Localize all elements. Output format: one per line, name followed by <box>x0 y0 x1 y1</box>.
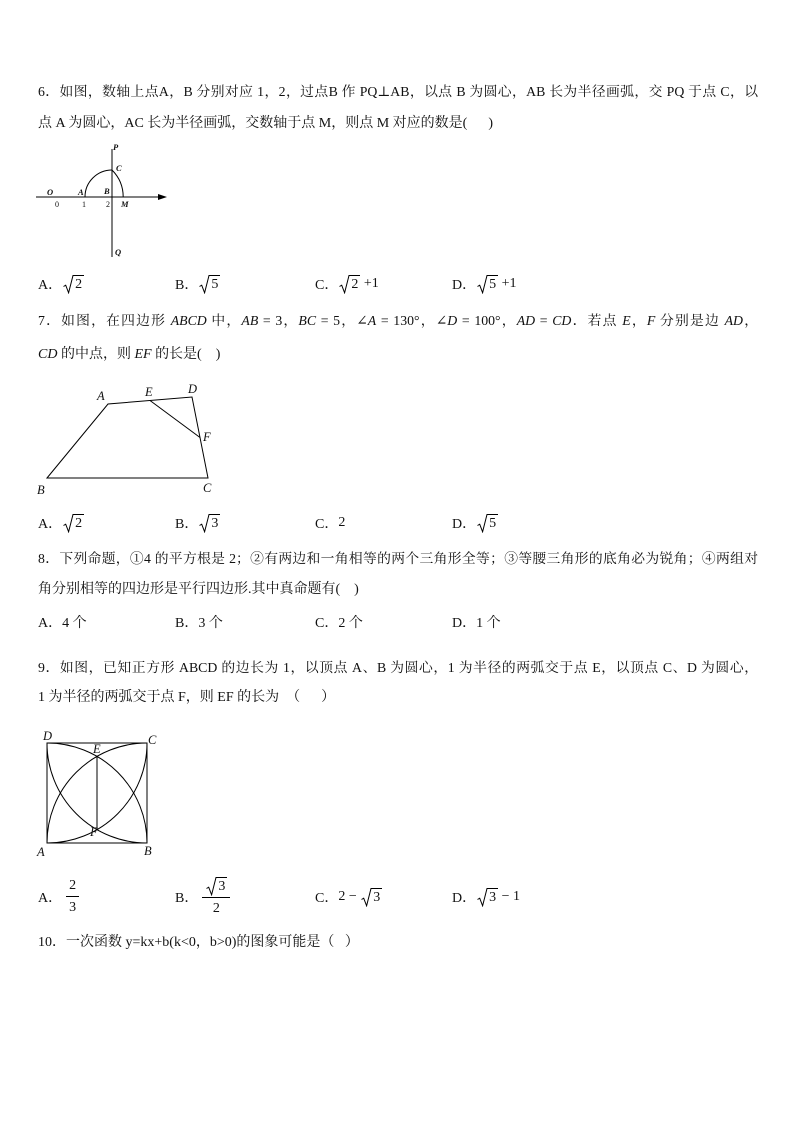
point-label-b: B <box>144 844 152 858</box>
question-7-line-1 <box>38 310 758 332</box>
option-c <box>315 609 363 635</box>
text-run: 7．如图，在四边形 <box>38 313 171 328</box>
option-label: C． <box>315 616 339 631</box>
math-symbol: D <box>447 313 458 328</box>
point-label-e: E <box>93 742 101 756</box>
text-run: 的中点，则 <box>57 347 135 362</box>
point-label-c: C <box>148 733 157 747</box>
option-value: 2 <box>338 515 346 530</box>
point-label-f: F <box>90 825 98 839</box>
radical-sign-icon <box>206 877 218 896</box>
text-run: = 3， <box>258 313 299 328</box>
denominator: 2 <box>212 900 220 916</box>
option-label: C． <box>315 278 339 293</box>
point-label-o: O <box>47 187 54 197</box>
option-value: 2 个 <box>338 616 363 631</box>
quadrilateral-abcd <box>47 397 208 478</box>
number-line-arrow-icon <box>158 194 167 200</box>
radicand: 2 <box>75 515 83 531</box>
point-label-b: B <box>104 186 110 196</box>
square-root <box>361 888 382 907</box>
question-10-line-1: 10．一次函数 y=kx+b(k<0，b>0)的图象可能是（ ） <box>38 935 359 950</box>
point-label-p: P <box>113 142 119 152</box>
number-line-figure <box>30 140 175 262</box>
question-8-line-2: 角分别相等的四边形是平行四边形.其中真命题有( ) <box>38 582 359 597</box>
option-label: B． <box>175 891 199 906</box>
numerator: 2 <box>66 877 79 897</box>
radicand: 3 <box>211 515 219 531</box>
point-label-c: C <box>116 163 122 173</box>
radicand: 2 <box>351 276 359 292</box>
option-suffix: +1 <box>498 276 517 291</box>
arc-centered-a <box>112 170 123 197</box>
text-run: 中， <box>206 313 242 328</box>
option-c <box>315 510 345 536</box>
radical-sign-icon <box>63 275 75 294</box>
radical-sign-icon <box>477 514 489 533</box>
radical-sign-icon <box>339 275 351 294</box>
tick-label-2: 2 <box>106 200 110 209</box>
point-label-q: Q <box>115 247 122 257</box>
point-label-a: A <box>78 187 84 197</box>
question-7-line-2 <box>38 344 758 366</box>
option-a <box>38 510 84 536</box>
question-9-line-2: 1 为半径的两弧交于点 F，则 EF 的长为 （ ） <box>38 690 336 705</box>
tick-label-1: 1 <box>82 200 86 209</box>
text-run: ．若点 <box>571 313 623 328</box>
point-label-d: D <box>188 382 198 396</box>
point-label-a: A <box>37 845 45 859</box>
option-c <box>315 271 379 297</box>
radicand: 3 <box>373 889 381 905</box>
option-label: A． <box>38 278 63 293</box>
math-symbol: F <box>646 313 656 328</box>
option-label: B． <box>175 616 199 631</box>
segment-ef <box>150 401 200 438</box>
math-symbol: AD <box>724 313 743 328</box>
text-run: ， <box>630 313 647 328</box>
option-a <box>38 271 84 297</box>
math-symbol: ABCD <box>170 313 207 328</box>
fraction <box>66 877 79 917</box>
question-6-line-1: 6．如图，数轴上点A，B 分别对应 1，2，过点B 作 PQ⊥AB，以点 B 为圆心，AB 长为半径画弧，交 PQ 于点 C，以 <box>38 84 758 99</box>
option-label: D． <box>452 891 477 906</box>
option-label: B． <box>175 278 199 293</box>
text-run: = 5，∠ <box>316 313 368 328</box>
square-root <box>63 275 84 294</box>
math-symbol: CD <box>38 347 58 362</box>
point-label-m: M <box>121 199 129 209</box>
option-label: A． <box>38 517 63 532</box>
option-value: 4 个 <box>62 616 87 631</box>
math-symbol: E <box>622 313 631 328</box>
fraction <box>202 877 230 918</box>
radicand: 3 <box>489 889 497 905</box>
radical-sign-icon <box>199 514 211 533</box>
square-root <box>199 514 220 533</box>
option-value: 1 个 <box>476 616 501 631</box>
square-root <box>477 275 498 294</box>
option-c <box>315 875 382 919</box>
option-label: A． <box>38 616 63 631</box>
option-b <box>175 271 220 297</box>
radical-sign-icon <box>477 275 489 294</box>
option-b <box>175 609 223 635</box>
radical-sign-icon <box>477 888 489 907</box>
radicand: 5 <box>211 276 219 292</box>
math-symbol: EF <box>134 347 152 362</box>
radicand: 3 <box>218 878 226 894</box>
question-9-line-1: 9．如图，已知正方形 ABCD 的边长为 1，以顶点 A、B 为圆心，1 为半径的两弧交于点 E，以顶点 C、D 为圆心， <box>38 660 758 675</box>
text-run: 分别是边 <box>655 313 725 328</box>
option-label: D． <box>452 616 477 631</box>
denominator: 3 <box>69 900 77 915</box>
option-a <box>38 875 79 919</box>
option-suffix: − 1 <box>498 889 521 904</box>
point-label-b: B <box>37 483 45 497</box>
math-symbol: A <box>367 313 377 328</box>
option-prefix: 2 − <box>338 889 361 904</box>
option-label: B． <box>175 517 199 532</box>
square-root <box>63 514 84 533</box>
text-run: = <box>535 313 553 328</box>
question-8-line-1: 8．下列命题，①4 的平方根是 2；②有两边和一角相等的两个三角形全等；③等腰三角形的底角必为锐角；④两组对 <box>38 551 758 566</box>
radicand: 2 <box>75 276 83 292</box>
option-label: C． <box>315 891 339 906</box>
radical-sign-icon <box>361 888 373 907</box>
square-root <box>339 275 360 294</box>
option-d <box>452 609 501 635</box>
option-label: A． <box>38 891 63 906</box>
square-root <box>477 514 498 533</box>
option-a <box>38 609 87 635</box>
math-symbol: AD <box>516 313 536 328</box>
option-b <box>175 510 220 536</box>
option-d <box>452 875 520 919</box>
option-b <box>175 875 230 919</box>
option-label: D． <box>452 517 477 532</box>
radical-sign-icon <box>199 275 211 294</box>
option-label: D． <box>452 278 477 293</box>
radicand: 5 <box>489 276 497 292</box>
square-root <box>206 877 227 896</box>
option-d <box>452 271 517 297</box>
text-run: = 100°， <box>457 313 517 328</box>
text-run: = 130°，∠ <box>376 313 448 328</box>
quadrilateral-figure <box>35 380 220 498</box>
point-label-d: D <box>43 729 53 743</box>
point-label-c: C <box>203 481 212 495</box>
option-d <box>452 510 498 536</box>
option-value: 3 个 <box>198 616 223 631</box>
numerator <box>202 877 230 898</box>
point-label-a: A <box>97 389 105 403</box>
tick-label-0: 0 <box>55 200 59 209</box>
point-label-e: E <box>145 385 153 399</box>
square-root <box>199 275 220 294</box>
question-6-line-2: 点 A 为圆心，AC 长为半径画弧，交数轴于点 M，则点 M 对应的数是( ) <box>38 116 494 131</box>
math-symbol: BC <box>298 313 317 328</box>
text-run: 的长是( ) <box>151 347 221 362</box>
square-root <box>477 888 498 907</box>
radical-sign-icon <box>63 514 75 533</box>
point-label-f: F <box>203 430 211 444</box>
option-suffix: +1 <box>360 276 379 291</box>
math-symbol: AB <box>241 313 259 328</box>
option-label: C． <box>315 517 339 532</box>
math-symbol: CD <box>552 313 572 328</box>
square-arcs-figure <box>35 726 165 860</box>
text-run: ， <box>743 313 758 328</box>
radicand: 5 <box>489 515 497 531</box>
